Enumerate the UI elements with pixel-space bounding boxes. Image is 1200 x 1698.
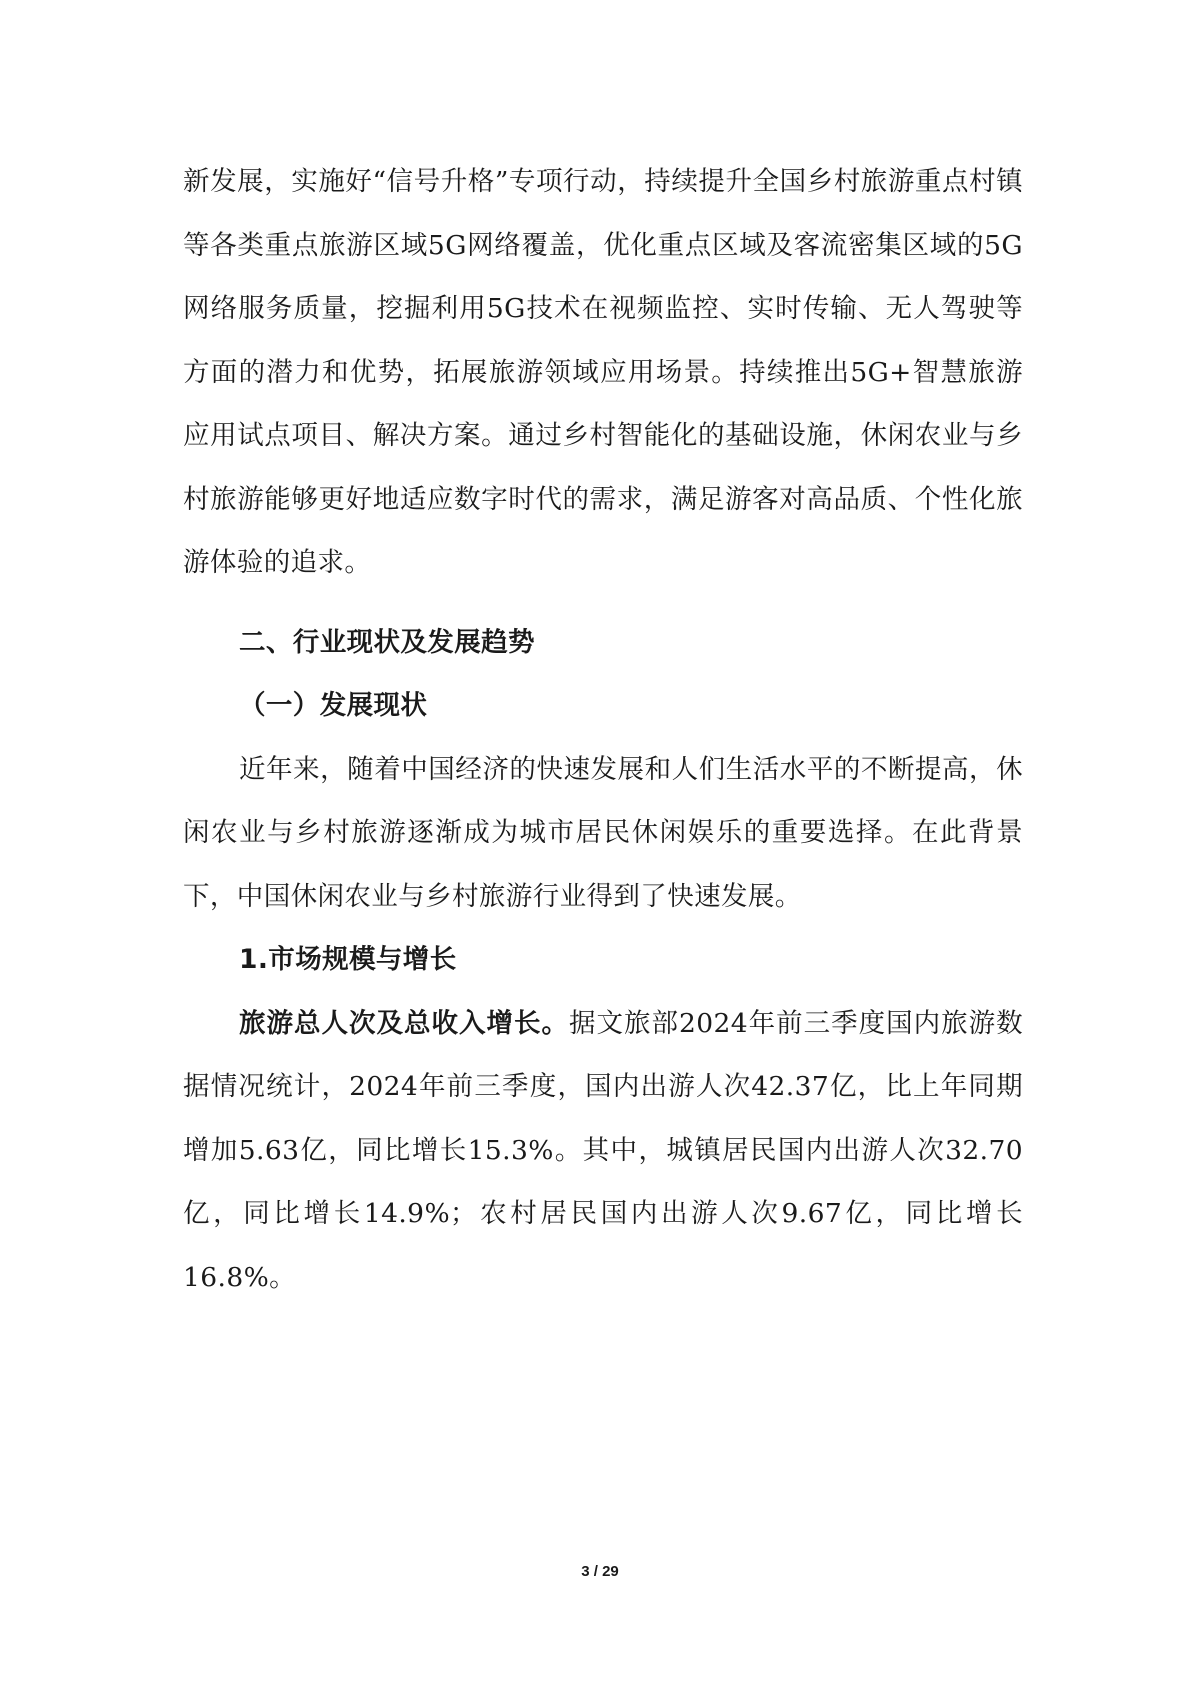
section-heading: 二、行业现状及发展趋势 [239, 626, 535, 658]
subsection-heading: （一）发展现状 [239, 690, 428, 721]
item-heading: 1.市场规模与增长 [239, 944, 457, 975]
paragraph-development-status: 近年来，随着中国经济的快速发展和人们生活水平的不断提高，休闲农业与乡村旅游逐渐成为城市居民休闲娱乐的重要选择。在此背景下，中国休闲农业与乡村旅游行业得到了快速发展。 [183, 753, 1023, 912]
paragraph-body: 据文旅部2024年前三季度国内旅游数据情况统计，2024年前三季度，国内出游人次42.37亿，比上年同期增加5.63亿，同比增长15.3%。其中，城镇居民国内出游人次32.70亿，同比增长14.9%；农村居民国内出游人次9.67亿，同比增长16.8%。 [183, 1007, 1023, 1293]
paragraph-continued: 新发展，实施好“信号升格”专项行动，持续提升全国乡村旅游重点村镇等各类重点旅游区域5G网络覆盖，优化重点区域及客流密集区域的5G网络服务质量，挖掘利用5G技术在视频监控、实时传输、无人驾驶等方面的潜力和优势，拓展旅游领域应用场景。持续推出5G+智慧旅游应用试点项目、解决方案。通过乡村智能化的基础设施，休闲农业与乡村旅游能够更好地适应数字时代的需求，满足游客对高品质、个性化旅游体验的追求。 [183, 166, 1023, 578]
paragraph-lead: 旅游总人次及总收入增长。 [239, 1007, 569, 1039]
document-body [183, 150, 1023, 1309]
paragraph-market-scale [183, 992, 1023, 1310]
page-number: 3 / 29 [581, 1563, 619, 1580]
